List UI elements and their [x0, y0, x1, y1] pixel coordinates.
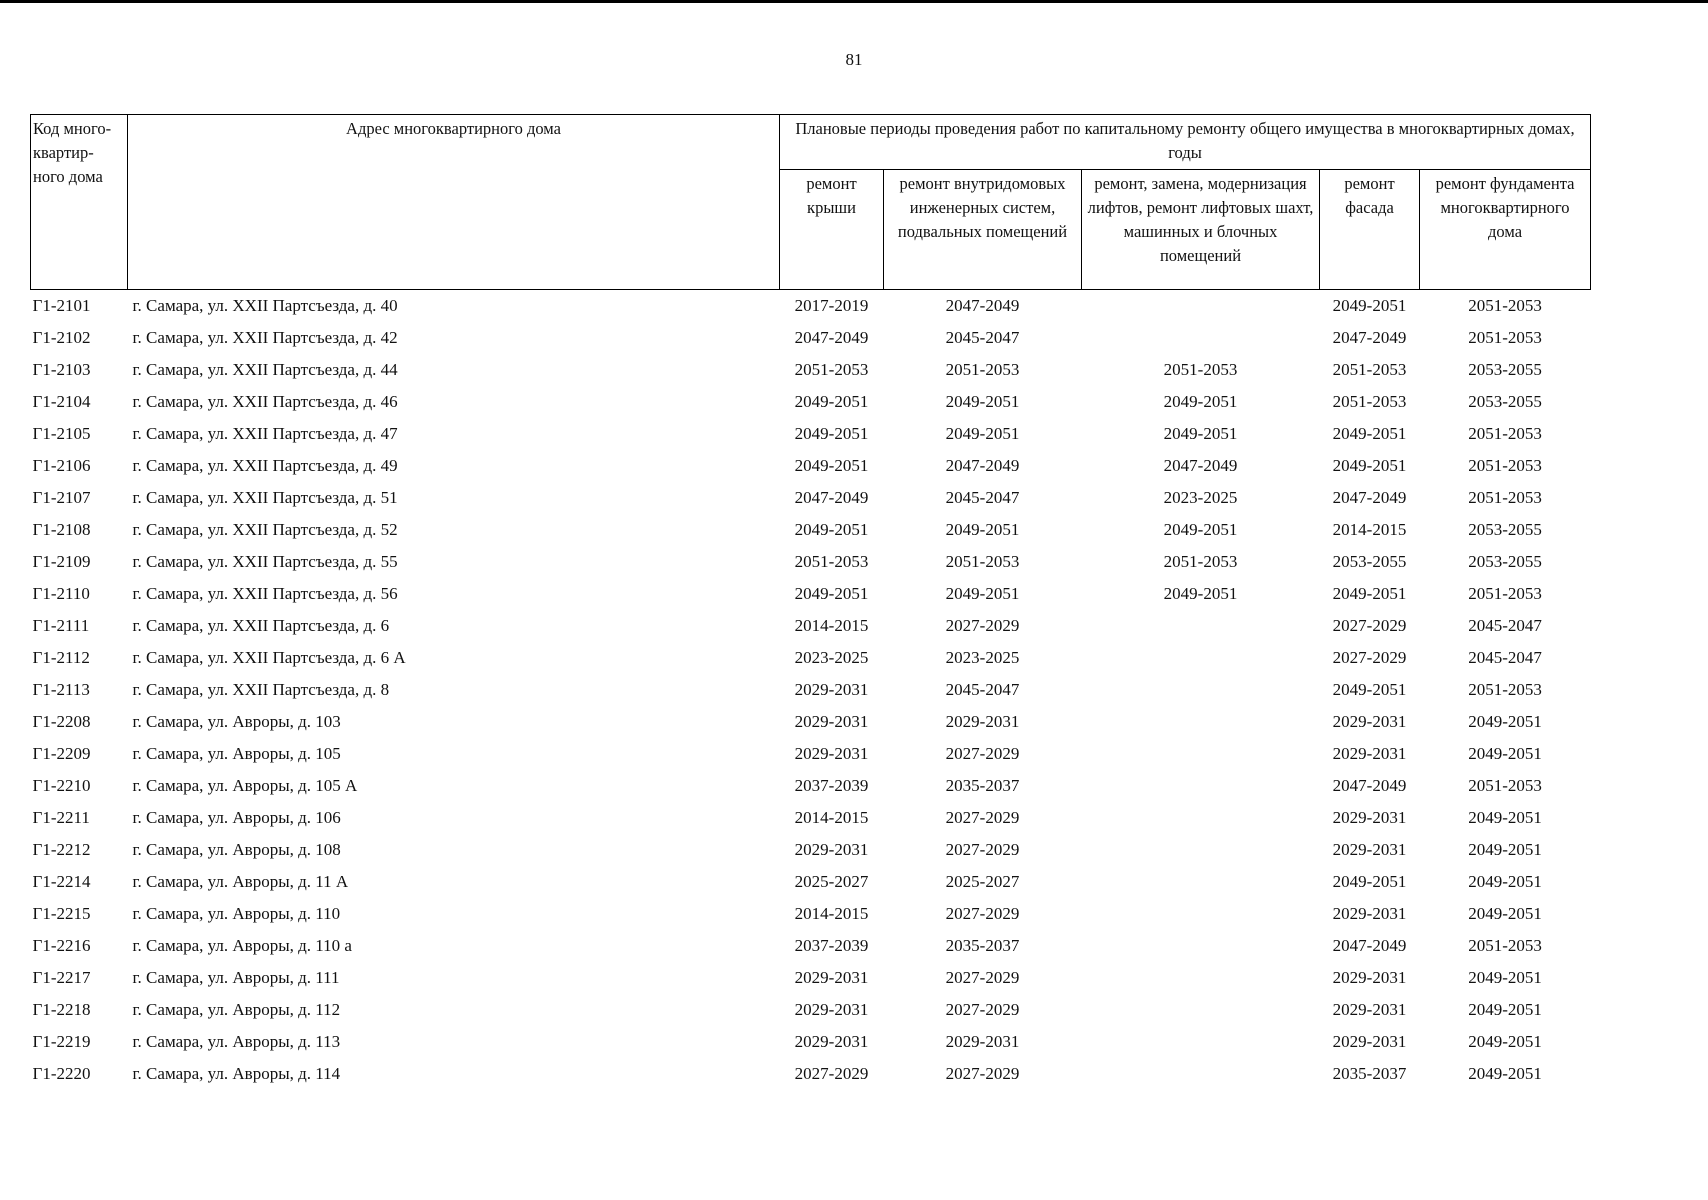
- table-row: [31, 898, 1591, 930]
- table-row: [31, 482, 1591, 514]
- cell-facade: 2047-2049: [1332, 328, 1407, 347]
- cell-code: Г1-2217: [32, 968, 91, 987]
- cell-engineering: 2027-2029: [945, 1064, 1020, 1083]
- cell-facade: 2047-2049: [1332, 776, 1407, 795]
- cell-facade: 2049-2051: [1332, 424, 1407, 443]
- cell-code: Г1-2109: [32, 552, 91, 571]
- cell-elevators: [1082, 1058, 1320, 1090]
- cell-facade: 2049-2051: [1332, 296, 1407, 315]
- cell-address: г. Самара, ул. Авроры, д. 105 А: [132, 776, 358, 795]
- table-row: [31, 354, 1591, 386]
- cell-roof: 2029-2031: [794, 968, 869, 987]
- cell-roof: 2029-2031: [794, 840, 869, 859]
- cell-facade: 2029-2031: [1332, 840, 1407, 859]
- top-rule: [0, 0, 1708, 3]
- repair-schedule-table: [30, 114, 1591, 1090]
- cell-code: Г1-2110: [32, 584, 90, 603]
- cell-facade: 2035-2037: [1332, 1064, 1407, 1083]
- cell-foundation: 2049-2051: [1468, 808, 1542, 827]
- cell-elevators: 2049-2051: [1163, 520, 1238, 539]
- cell-roof: 2023-2025: [794, 648, 869, 667]
- cell-engineering: 2027-2029: [945, 904, 1020, 923]
- header-address: Адрес многоквартирного дома: [128, 115, 780, 290]
- cell-foundation: 2049-2051: [1468, 1000, 1542, 1019]
- cell-foundation: 2051-2053: [1468, 328, 1542, 347]
- cell-code: Г1-2216: [32, 936, 91, 955]
- cell-engineering: 2027-2029: [945, 808, 1020, 827]
- cell-foundation: 2051-2053: [1468, 936, 1542, 955]
- cell-foundation: 2051-2053: [1468, 456, 1542, 475]
- cell-engineering: 2035-2037: [945, 936, 1020, 955]
- cell-engineering: 2049-2051: [945, 584, 1020, 603]
- cell-elevators: [1082, 610, 1320, 642]
- cell-roof: 2029-2031: [794, 680, 869, 699]
- cell-address: г. Самара, ул. XXII Партсъезда, д. 6: [132, 616, 390, 635]
- cell-facade: 2053-2055: [1332, 552, 1407, 571]
- table-row: [31, 802, 1591, 834]
- table-body: [31, 290, 1591, 1091]
- cell-foundation: 2049-2051: [1468, 904, 1542, 923]
- cell-address: г. Самара, ул. Авроры, д. 114: [132, 1064, 341, 1083]
- cell-address: г. Самара, ул. XXII Партсъезда, д. 56: [132, 584, 398, 603]
- cell-engineering: 2029-2031: [945, 712, 1020, 731]
- cell-roof: 2051-2053: [794, 552, 869, 571]
- cell-address: г. Самара, ул. Авроры, д. 113: [132, 1032, 341, 1051]
- table-header: [31, 115, 1591, 290]
- cell-roof: 2027-2029: [794, 1064, 869, 1083]
- cell-code: Г1-2113: [32, 680, 90, 699]
- cell-engineering: 2025-2027: [945, 872, 1020, 891]
- cell-roof: 2051-2053: [794, 360, 869, 379]
- cell-address: г. Самара, ул. XXII Партсъезда, д. 8: [132, 680, 390, 699]
- cell-code: Г1-2215: [32, 904, 91, 923]
- table-row: [31, 674, 1591, 706]
- cell-foundation: 2053-2055: [1468, 552, 1542, 571]
- cell-elevators: [1082, 898, 1320, 930]
- table-row: [31, 578, 1591, 610]
- cell-address: г. Самара, ул. XXII Партсъезда, д. 42: [132, 328, 398, 347]
- cell-facade: 2029-2031: [1332, 1000, 1407, 1019]
- cell-code: Г1-2111: [32, 616, 90, 635]
- table-row: [31, 610, 1591, 642]
- table-row: [31, 738, 1591, 770]
- cell-engineering: 2029-2031: [945, 1032, 1020, 1051]
- cell-elevators: [1082, 994, 1320, 1026]
- cell-elevators: 2023-2025: [1163, 488, 1238, 507]
- cell-code: Г1-2211: [32, 808, 90, 827]
- cell-address: г. Самара, ул. XXII Партсъезда, д. 55: [132, 552, 398, 571]
- cell-address: г. Самара, ул. XXII Партсъезда, д. 51: [132, 488, 398, 507]
- cell-code: Г1-2218: [32, 1000, 91, 1019]
- cell-facade: 2029-2031: [1332, 904, 1407, 923]
- cell-address: г. Самара, ул. Авроры, д. 11 А: [132, 872, 349, 891]
- cell-code: Г1-2212: [32, 840, 91, 859]
- header-periods-group: Плановые периоды проведения работ по капитальному ремонту общего имущества в многоквартирных домах, годы: [780, 115, 1591, 170]
- header-foundation: ремонт фундамента многоквартирного дома: [1420, 170, 1591, 290]
- table-row: [31, 994, 1591, 1026]
- cell-code: Г1-2112: [32, 648, 90, 667]
- table-row: [31, 866, 1591, 898]
- table-row: [31, 642, 1591, 674]
- cell-code: Г1-2107: [32, 488, 91, 507]
- cell-code: Г1-2210: [32, 776, 91, 795]
- cell-elevators: [1082, 770, 1320, 802]
- cell-code: Г1-2101: [32, 296, 91, 315]
- cell-engineering: 2027-2029: [945, 1000, 1020, 1019]
- cell-facade: 2049-2051: [1332, 456, 1407, 475]
- cell-facade: 2014-2015: [1332, 520, 1407, 539]
- cell-roof: 2047-2049: [794, 488, 869, 507]
- cell-address: г. Самара, ул. XXII Партсъезда, д. 46: [132, 392, 398, 411]
- cell-elevators: [1082, 930, 1320, 962]
- cell-foundation: 2053-2055: [1468, 360, 1542, 379]
- cell-elevators: [1082, 1026, 1320, 1058]
- cell-address: г. Самара, ул. XXII Партсъезда, д. 6 А: [132, 648, 406, 667]
- table-row: [31, 706, 1591, 738]
- cell-engineering: 2049-2051: [945, 392, 1020, 411]
- cell-roof: 2049-2051: [794, 520, 869, 539]
- table-row: [31, 386, 1591, 418]
- cell-facade: 2029-2031: [1332, 968, 1407, 987]
- cell-engineering: 2027-2029: [945, 744, 1020, 763]
- cell-address: г. Самара, ул. XXII Партсъезда, д. 47: [132, 424, 398, 443]
- cell-code: Г1-2106: [32, 456, 91, 475]
- cell-foundation: 2051-2053: [1468, 584, 1542, 603]
- cell-elevators: [1082, 322, 1320, 354]
- cell-address: г. Самара, ул. Авроры, д. 106: [132, 808, 341, 827]
- cell-elevators: [1082, 738, 1320, 770]
- cell-elevators: [1082, 834, 1320, 866]
- cell-foundation: 2049-2051: [1468, 1064, 1542, 1083]
- cell-foundation: 2051-2053: [1468, 776, 1542, 795]
- cell-code: Г1-2104: [32, 392, 91, 411]
- cell-roof: 2037-2039: [794, 936, 869, 955]
- cell-roof: 2014-2015: [794, 904, 869, 923]
- cell-engineering: 2027-2029: [945, 616, 1020, 635]
- cell-elevators: 2049-2051: [1163, 584, 1238, 603]
- cell-foundation: 2051-2053: [1468, 424, 1542, 443]
- cell-code: Г1-2103: [32, 360, 91, 379]
- cell-engineering: 2045-2047: [945, 328, 1020, 347]
- cell-roof: 2025-2027: [794, 872, 869, 891]
- header-roof: ремонт крыши: [780, 170, 884, 290]
- cell-elevators: [1082, 866, 1320, 898]
- cell-foundation: 2053-2055: [1468, 520, 1542, 539]
- table-row: [31, 930, 1591, 962]
- cell-engineering: 2045-2047: [945, 680, 1020, 699]
- cell-facade: 2029-2031: [1332, 1032, 1407, 1051]
- page-number: 81: [845, 50, 863, 69]
- cell-facade: 2047-2049: [1332, 936, 1407, 955]
- table-row: [31, 1026, 1591, 1058]
- table-row: [31, 834, 1591, 866]
- cell-roof: 2029-2031: [794, 744, 869, 763]
- cell-elevators: 2049-2051: [1163, 392, 1238, 411]
- cell-elevators: 2049-2051: [1163, 424, 1238, 443]
- cell-engineering: 2049-2051: [945, 424, 1020, 443]
- cell-facade: 2029-2031: [1332, 808, 1407, 827]
- cell-facade: 2027-2029: [1332, 616, 1407, 635]
- cell-address: г. Самара, ул. XXII Партсъезда, д. 52: [132, 520, 398, 539]
- table-row: [31, 290, 1591, 323]
- cell-foundation: 2049-2051: [1468, 840, 1542, 859]
- cell-roof: 2029-2031: [794, 712, 869, 731]
- cell-engineering: 2023-2025: [945, 648, 1020, 667]
- cell-engineering: 2047-2049: [945, 456, 1020, 475]
- cell-engineering: 2047-2049: [945, 296, 1020, 315]
- table-row: [31, 770, 1591, 802]
- table-row: [31, 450, 1591, 482]
- cell-foundation: 2053-2055: [1468, 392, 1542, 411]
- header-elevators: ремонт, замена, модернизация лифтов, ремонт лифтовых шахт, машинных и блочных помещений: [1082, 170, 1320, 290]
- cell-foundation: 2045-2047: [1468, 648, 1542, 667]
- cell-code: Г1-2102: [32, 328, 91, 347]
- cell-roof: 2049-2051: [794, 584, 869, 603]
- cell-facade: 2047-2049: [1332, 488, 1407, 507]
- cell-roof: 2049-2051: [794, 456, 869, 475]
- table-row: [31, 322, 1591, 354]
- cell-foundation: 2049-2051: [1468, 968, 1542, 987]
- cell-elevators: [1082, 962, 1320, 994]
- cell-address: г. Самара, ул. XXII Партсъезда, д. 44: [132, 360, 398, 379]
- cell-address: г. Самара, ул. Авроры, д. 110: [132, 904, 341, 923]
- table-row: [31, 546, 1591, 578]
- cell-address: г. Самара, ул. Авроры, д. 105: [132, 744, 341, 763]
- cell-code: Г1-2220: [32, 1064, 91, 1083]
- cell-facade: 2051-2053: [1332, 360, 1407, 379]
- cell-address: г. Самара, ул. XXII Партсъезда, д. 49: [132, 456, 398, 475]
- cell-elevators: 2051-2053: [1163, 360, 1238, 379]
- table-row: [31, 418, 1591, 450]
- cell-elevators: 2051-2053: [1163, 552, 1238, 571]
- cell-roof: 2049-2051: [794, 392, 869, 411]
- cell-foundation: 2049-2051: [1468, 872, 1542, 891]
- cell-engineering: 2027-2029: [945, 840, 1020, 859]
- cell-elevators: [1082, 290, 1320, 323]
- cell-address: г. Самара, ул. Авроры, д. 112: [132, 1000, 341, 1019]
- cell-roof: 2037-2039: [794, 776, 869, 795]
- cell-facade: 2029-2031: [1332, 712, 1407, 731]
- cell-engineering: 2027-2029: [945, 968, 1020, 987]
- cell-engineering: 2051-2053: [945, 360, 1020, 379]
- cell-address: г. Самара, ул. XXII Партсъезда, д. 40: [132, 296, 398, 315]
- cell-elevators: [1082, 674, 1320, 706]
- cell-foundation: 2051-2053: [1468, 296, 1542, 315]
- cell-engineering: 2049-2051: [945, 520, 1020, 539]
- table-row: [31, 514, 1591, 546]
- cell-code: Г1-2108: [32, 520, 91, 539]
- cell-facade: 2049-2051: [1332, 680, 1407, 699]
- cell-code: Г1-2219: [32, 1032, 91, 1051]
- cell-engineering: 2035-2037: [945, 776, 1020, 795]
- table-row: [31, 1058, 1591, 1090]
- cell-facade: 2027-2029: [1332, 648, 1407, 667]
- cell-facade: 2029-2031: [1332, 744, 1407, 763]
- header-facade: ремонт фасада: [1320, 170, 1420, 290]
- cell-code: Г1-2105: [32, 424, 91, 443]
- cell-elevators: [1082, 802, 1320, 834]
- cell-foundation: 2051-2053: [1468, 680, 1542, 699]
- cell-facade: 2049-2051: [1332, 584, 1407, 603]
- cell-foundation: 2045-2047: [1468, 616, 1542, 635]
- cell-roof: 2017-2019: [794, 296, 869, 315]
- cell-address: г. Самара, ул. Авроры, д. 110 а: [132, 936, 352, 955]
- cell-engineering: 2045-2047: [945, 488, 1020, 507]
- cell-roof: 2014-2015: [794, 616, 869, 635]
- cell-address: г. Самара, ул. Авроры, д. 111: [132, 968, 340, 987]
- cell-facade: 2051-2053: [1332, 392, 1407, 411]
- cell-code: Г1-2214: [32, 872, 91, 891]
- cell-address: г. Самара, ул. Авроры, д. 108: [132, 840, 341, 859]
- cell-roof: 2014-2015: [794, 808, 869, 827]
- cell-roof: 2029-2031: [794, 1000, 869, 1019]
- cell-elevators: 2047-2049: [1163, 456, 1238, 475]
- cell-code: Г1-2208: [32, 712, 91, 731]
- cell-facade: 2049-2051: [1332, 872, 1407, 891]
- header-code: Код много-квартир-ного дома: [31, 115, 128, 290]
- cell-foundation: 2049-2051: [1468, 1032, 1542, 1051]
- cell-roof: 2047-2049: [794, 328, 869, 347]
- table-row: [31, 962, 1591, 994]
- cell-roof: 2029-2031: [794, 1032, 869, 1051]
- cell-foundation: 2049-2051: [1468, 744, 1542, 763]
- cell-roof: 2049-2051: [794, 424, 869, 443]
- cell-address: г. Самара, ул. Авроры, д. 103: [132, 712, 341, 731]
- cell-foundation: 2049-2051: [1468, 712, 1542, 731]
- cell-engineering: 2051-2053: [945, 552, 1020, 571]
- header-engineering: ремонт внутридомовых инженерных систем, подвальных помещений: [884, 170, 1082, 290]
- cell-foundation: 2051-2053: [1468, 488, 1542, 507]
- cell-elevators: [1082, 642, 1320, 674]
- cell-code: Г1-2209: [32, 744, 91, 763]
- cell-elevators: [1082, 706, 1320, 738]
